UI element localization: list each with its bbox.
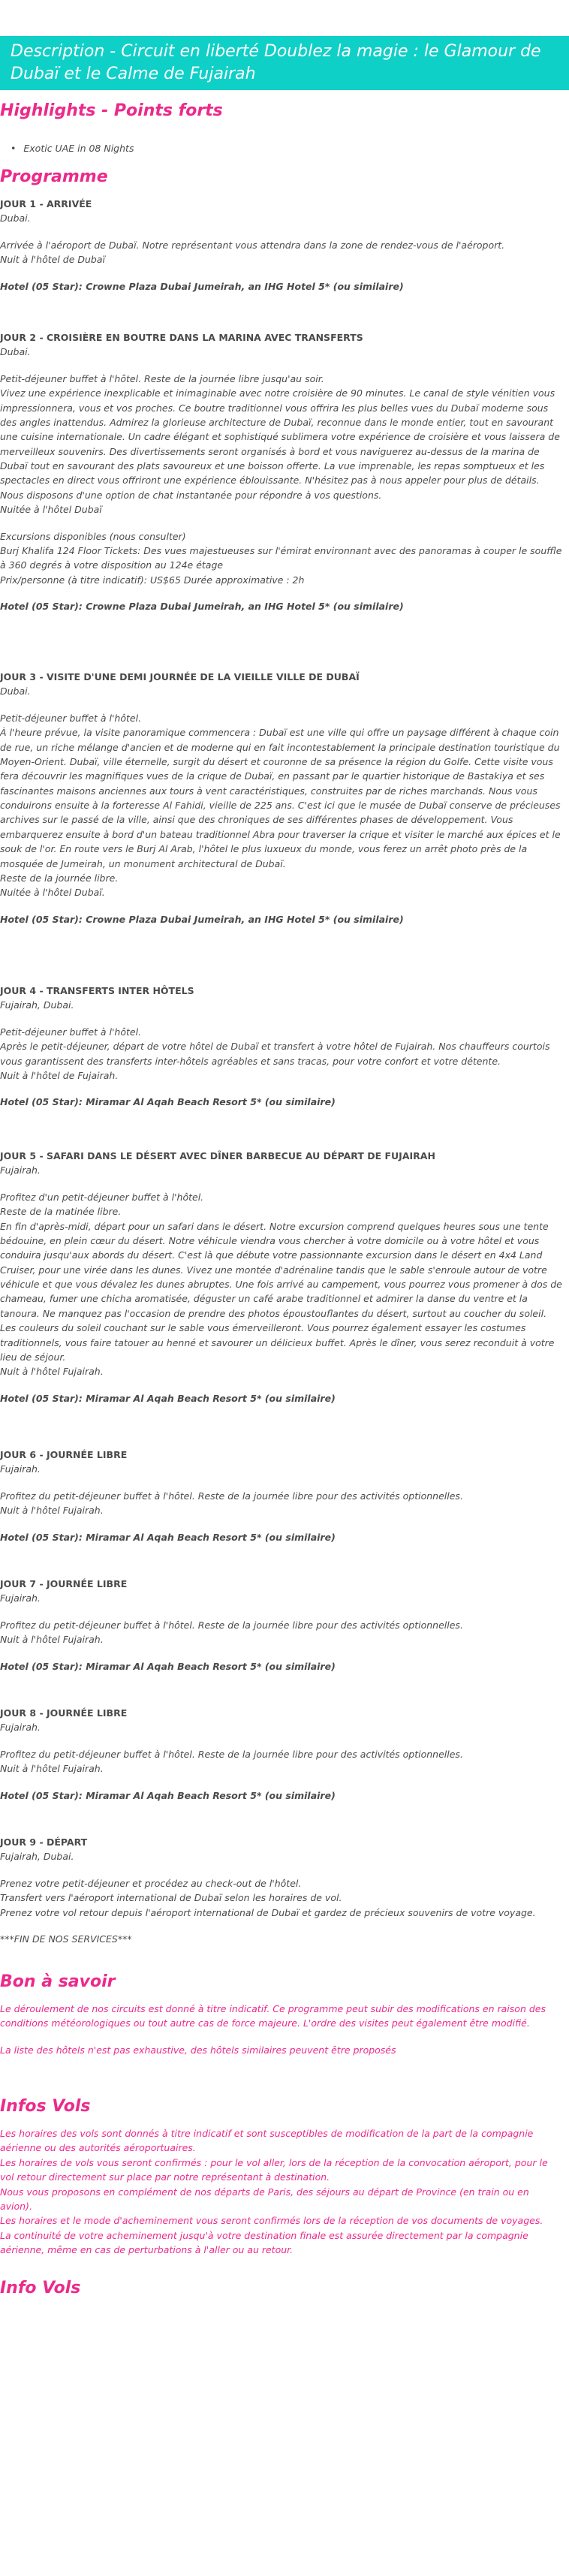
day-description: Arrivée à l'aéroport de Dubaï. Notre représentant vous attendra dans la zone de rendez-vous de l'aéroport. Nuit à l'hôtel de Dubaï xyxy=(0,239,505,266)
bon-a-savoir-paragraph-1: Le déroulement de nos circuits est donné à titre indicatif. Ce programme peut subir des modifications en raison des conditions météorologiques ou tout autre cas de force majeure. L'ordre des visites peut également être modifié. xyxy=(0,2003,546,2029)
bon-a-savoir-heading: Bon à savoir xyxy=(0,1972,116,1991)
day-title: JOUR 7 - JOURNÉE LIBRE xyxy=(0,1578,128,1589)
day-title: JOUR 9 - DÉPART xyxy=(0,1836,88,1848)
day-title: JOUR 2 - CROISIÈRE EN BOUTRE DANS LA MARINA AVEC TRANSFERTS xyxy=(0,332,363,343)
day-9 xyxy=(0,1835,563,1946)
day-description: Profitez du petit-déjeuner buffet à l'hôtel. Reste de la journée libre pour des activités optionnelles. Nuit à l'hôtel Fujairah. xyxy=(0,1490,463,1517)
day-title: JOUR 6 - JOURNÉE LIBRE xyxy=(0,1449,128,1460)
infos-vols-heading: Infos Vols xyxy=(0,2097,91,2116)
page-title: Description - Circuit en liberté Doublez la magie : le Glamour de Dubaï et le Calme de Fujairah xyxy=(0,36,569,90)
day-8 xyxy=(0,1706,563,1803)
day-hotel: Hotel (05 Star): Miramar Al Aqah Beach Resort 5* (ou similaire) xyxy=(0,1096,336,1108)
info-vols-heading: Info Vols xyxy=(0,2279,81,2297)
day-location: Fujairah. xyxy=(0,1592,41,1604)
day-description: Profitez d'un petit-déjeuner buffet à l'hôtel. Reste de la matinée libre. En fin d'après-midi, départ pour un safari dans le désert. Notre excursion comprend quelques heures sous une tente bédouine, en plein cœur du désert. Notre véhicule viendra vous chercher à votre domicile ou à votre hôtel et vous conduira jusqu'aux abords du désert. C'est là que débute votre passionnante excursion dans le désert en 4x4 Land Cruiser, pour une virée dans les dunes. Vivez une montée d'adrénaline tandis que le sable s'enroule autour de votre véhicule et que vous dévalez les dunes abruptes. Une fois arrivé au campement, vous pourrez vous promener à dos de chameau, fumer une chicha aromatisée, déguster un café arabe traditionnel et admirer la danse du ventre et la tanoura. Ne manquez pas l'occasion de prendre des photos époustouflantes du désert, surtout au coucher du soleil. Les couleurs du soleil couchant sur le sable vous émerveilleront. Vous pourrez également essayer les costumes traditionnels, vous faire tatouer au henné et savourer un délicieux buffet. Après le dîner, vous serez reconduit à votre lieu de séjour. Nuit à l'hôtel Fujairah. xyxy=(0,1191,562,1378)
day-title: JOUR 1 - ARRIVÉE xyxy=(0,198,92,209)
day-3 xyxy=(0,670,563,926)
highlights-heading: Highlights - Points forts xyxy=(0,101,223,120)
day-5 xyxy=(0,1149,563,1406)
end-of-services: ***FIN DE NOS SERVICES*** xyxy=(0,1933,132,1945)
day-location: Dubai. xyxy=(0,212,31,224)
day-location: Fujairah. xyxy=(0,1722,41,1734)
day-6 xyxy=(0,1448,563,1544)
day-hotel: Hotel (05 Star): Miramar Al Aqah Beach Resort 5* (ou similaire) xyxy=(0,1531,336,1543)
day-location: Fujairah, Dubai. xyxy=(0,999,74,1011)
day-hotel: Hotel (05 Star): Crowne Plaza Dubai Jumeirah, an IHG Hotel 5* (ou similaire) xyxy=(0,913,404,925)
day-description: Profitez du petit-déjeuner buffet à l'hôtel. Reste de la journée libre pour des activités optionnelles. Nuit à l'hôtel Fujairah. xyxy=(0,1619,463,1646)
bon-a-savoir-paragraph-2: La liste des hôtels n'est pas exhaustive, des hôtels similaires peuvent être proposés xyxy=(0,2044,396,2056)
day-title: JOUR 4 - TRANSFERTS INTER HÔTELS xyxy=(0,985,194,996)
day-4 xyxy=(0,984,563,1110)
infos-vols-text: Les horaires des vols sont donnés à titre indicatif et sont susceptibles de modification de la part de la compagnie aérienne ou des autorités aéroportuaires. Les horaires de vols vous seront confirmés : pour le vol aller, lors de la réception de la convocation aéroport, pour le vol retour directement sur place par notre représentant à destination. Nous vous proposons en complément de nos départs de Paris, des séjours au départ de Province (en train ou en avion). Les horaires et le mode d'acheminement vous seront confirmés lors de la réception de vos documents de voyages. La continuité de votre acheminement jusqu'à votre destination finale est assurée directement par la compagnie aérienne, même en cas de perturbations à l'aller ou au retour. xyxy=(0,2128,548,2255)
day-1 xyxy=(0,197,563,294)
day-title: JOUR 8 - JOURNÉE LIBRE xyxy=(0,1707,128,1719)
day-hotel: Hotel (05 Star): Miramar Al Aqah Beach Resort 5* (ou similaire) xyxy=(0,1789,336,1801)
day-description: Petit-déjeuner buffet à l'hôtel. Reste de la journée libre jusqu'au soir. Vivez une expérience inexplicable et inimaginable avec notre croisière de 90 minutes. Le canal de style vénitien vous impressionnera, vous et vos proches. Ce boutre traditionnel vous offrira les plus belles vues du Dubaï moderne sous des angles inattendus. Admirez la glorieuse architecture de Dubaï, reconnue dans le monde entier, tout en savourant une cuisine internationale. Un cadre élégant et sophistiqué sublimera votre expérience de croisière et vous laissera de merveilleux souvenirs. Des divertissements seront organisés à bord et vous naviguerez au-dessus de la marina de Dubaï tout en savourant des plats savoureux et une boisson offerte. La vue imprenable, les repas somptueux et les spectacles en direct vous offriront une expérience éblouissante. N'hésitez pas à nous appeler pour plus de détails. Nous disposons d'une option de chat instantanée pour répondre à vos questions. Nuitée à l'hôtel Dubaï xyxy=(0,372,560,516)
excursions-text: Burj Khalifa 124 Floor Tickets: Des vues majestueuses sur l'émirat environnant avec des panoramas à couper le souffle à 360 degrés à votre disposition au 124e étage Prix/personne (à titre indicatif): US$65 Durée approximative : 2h xyxy=(0,544,562,586)
day-description: Petit-déjeuner buffet à l'hôtel. Après le petit-déjeuner, départ de votre hôtel de Dubaï et transfert à votre hôtel de Fujairah. Nos chauffeurs courtois vous garantissent des transferts inter-hôtels agréables et sans tracas, pour votre confort et votre détente. Nuit à l'hôtel de Fujairah. xyxy=(0,1026,550,1081)
day-description: Profitez du petit-déjeuner buffet à l'hôtel. Reste de la journée libre pour des activités optionnelles. Nuit à l'hôtel Fujairah. xyxy=(0,1748,463,1775)
day-description: Petit-déjeuner buffet à l'hôtel. À l'heure prévue, la visite panoramique commencera : Dubaï est une ville qui offre un paysage différent à chaque coin de rue, un riche mélange d'ancien et de moderne qui en fait incontestablement la principale destination touristique du Moyen-Orient. Dubaï, ville éternelle, surgit du désert et couronne de sa présence la région du Golfe. Cette visite vous fera découvrir les magnifiques vues de la crique de Dubaï, en passant par le quartier historique de Bastakiya et ses fascinantes maisons anciennes aux tours à vent caractéristiques, construites par de riches marchands. Nous vous conduirons ensuite à la forteresse Al Fahidi, vieille de 225 ans. C'est ici que le musée de Dubaï conserve de précieuses archives sur le passé de la ville, ainsi que des chroniques de ses différentes phases de développement. Vous embarquerez ensuite à bord d'un bateau traditionnel Abra pour traverser la crique et visiter le marché aux épices et le souk de l'or. En route vers le Burj Al Arab, l'hôtel le plus luxueux du monde, vous ferez un arrêt photo près de la mosquée de Jumeirah, un monument architectural de Dubaï. Reste de la journée libre. Nuitée à l'hôtel Dubaï. xyxy=(0,712,561,899)
day-location: Dubai. xyxy=(0,685,31,697)
day-title: JOUR 3 - VISITE D'UNE DEMI JOURNÉE DE LA VIEILLE VILLE DE DUBAÏ xyxy=(0,671,360,682)
day-2 xyxy=(0,330,563,613)
excursions-title: Excursions disponibles (nous consulter) xyxy=(0,530,186,542)
day-title: JOUR 5 - SAFARI DANS LE DÉSERT AVEC DÎNER BARBECUE AU DÉPART DE FUJAIRAH xyxy=(0,1150,435,1161)
bon-a-savoir-section xyxy=(0,2002,563,2057)
infos-vols-section xyxy=(0,2126,563,2257)
highlight-item: • Exotic UAE in 08 Nights xyxy=(11,141,134,155)
day-7 xyxy=(0,1577,563,1674)
day-location: Fujairah, Dubai. xyxy=(0,1851,74,1863)
day-location: Fujairah. xyxy=(0,1164,41,1177)
day-hotel: Hotel (05 Star): Miramar Al Aqah Beach Resort 5* (ou similaire) xyxy=(0,1392,336,1404)
day-hotel: Hotel (05 Star): Crowne Plaza Dubai Jumeirah, an IHG Hotel 5* (ou similaire) xyxy=(0,280,404,292)
day-location: Dubai. xyxy=(0,346,31,358)
programme-heading: Programme xyxy=(0,167,108,186)
day-description: Prenez votre petit-déjeuner et procédez au check-out de l'hôtel. Transfert vers l'aéroport international de Dubaï selon les horaires de vol. Prenez votre vol retour depuis l'aéroport international de Dubaï et gardez de précieux souvenirs de votre voyage. xyxy=(0,1877,536,1918)
day-location: Fujairah. xyxy=(0,1463,41,1475)
day-hotel: Hotel (05 Star): Miramar Al Aqah Beach Resort 5* (ou similaire) xyxy=(0,1660,336,1672)
day-hotel: Hotel (05 Star): Crowne Plaza Dubai Jumeirah, an IHG Hotel 5* (ou similaire) xyxy=(0,601,404,612)
